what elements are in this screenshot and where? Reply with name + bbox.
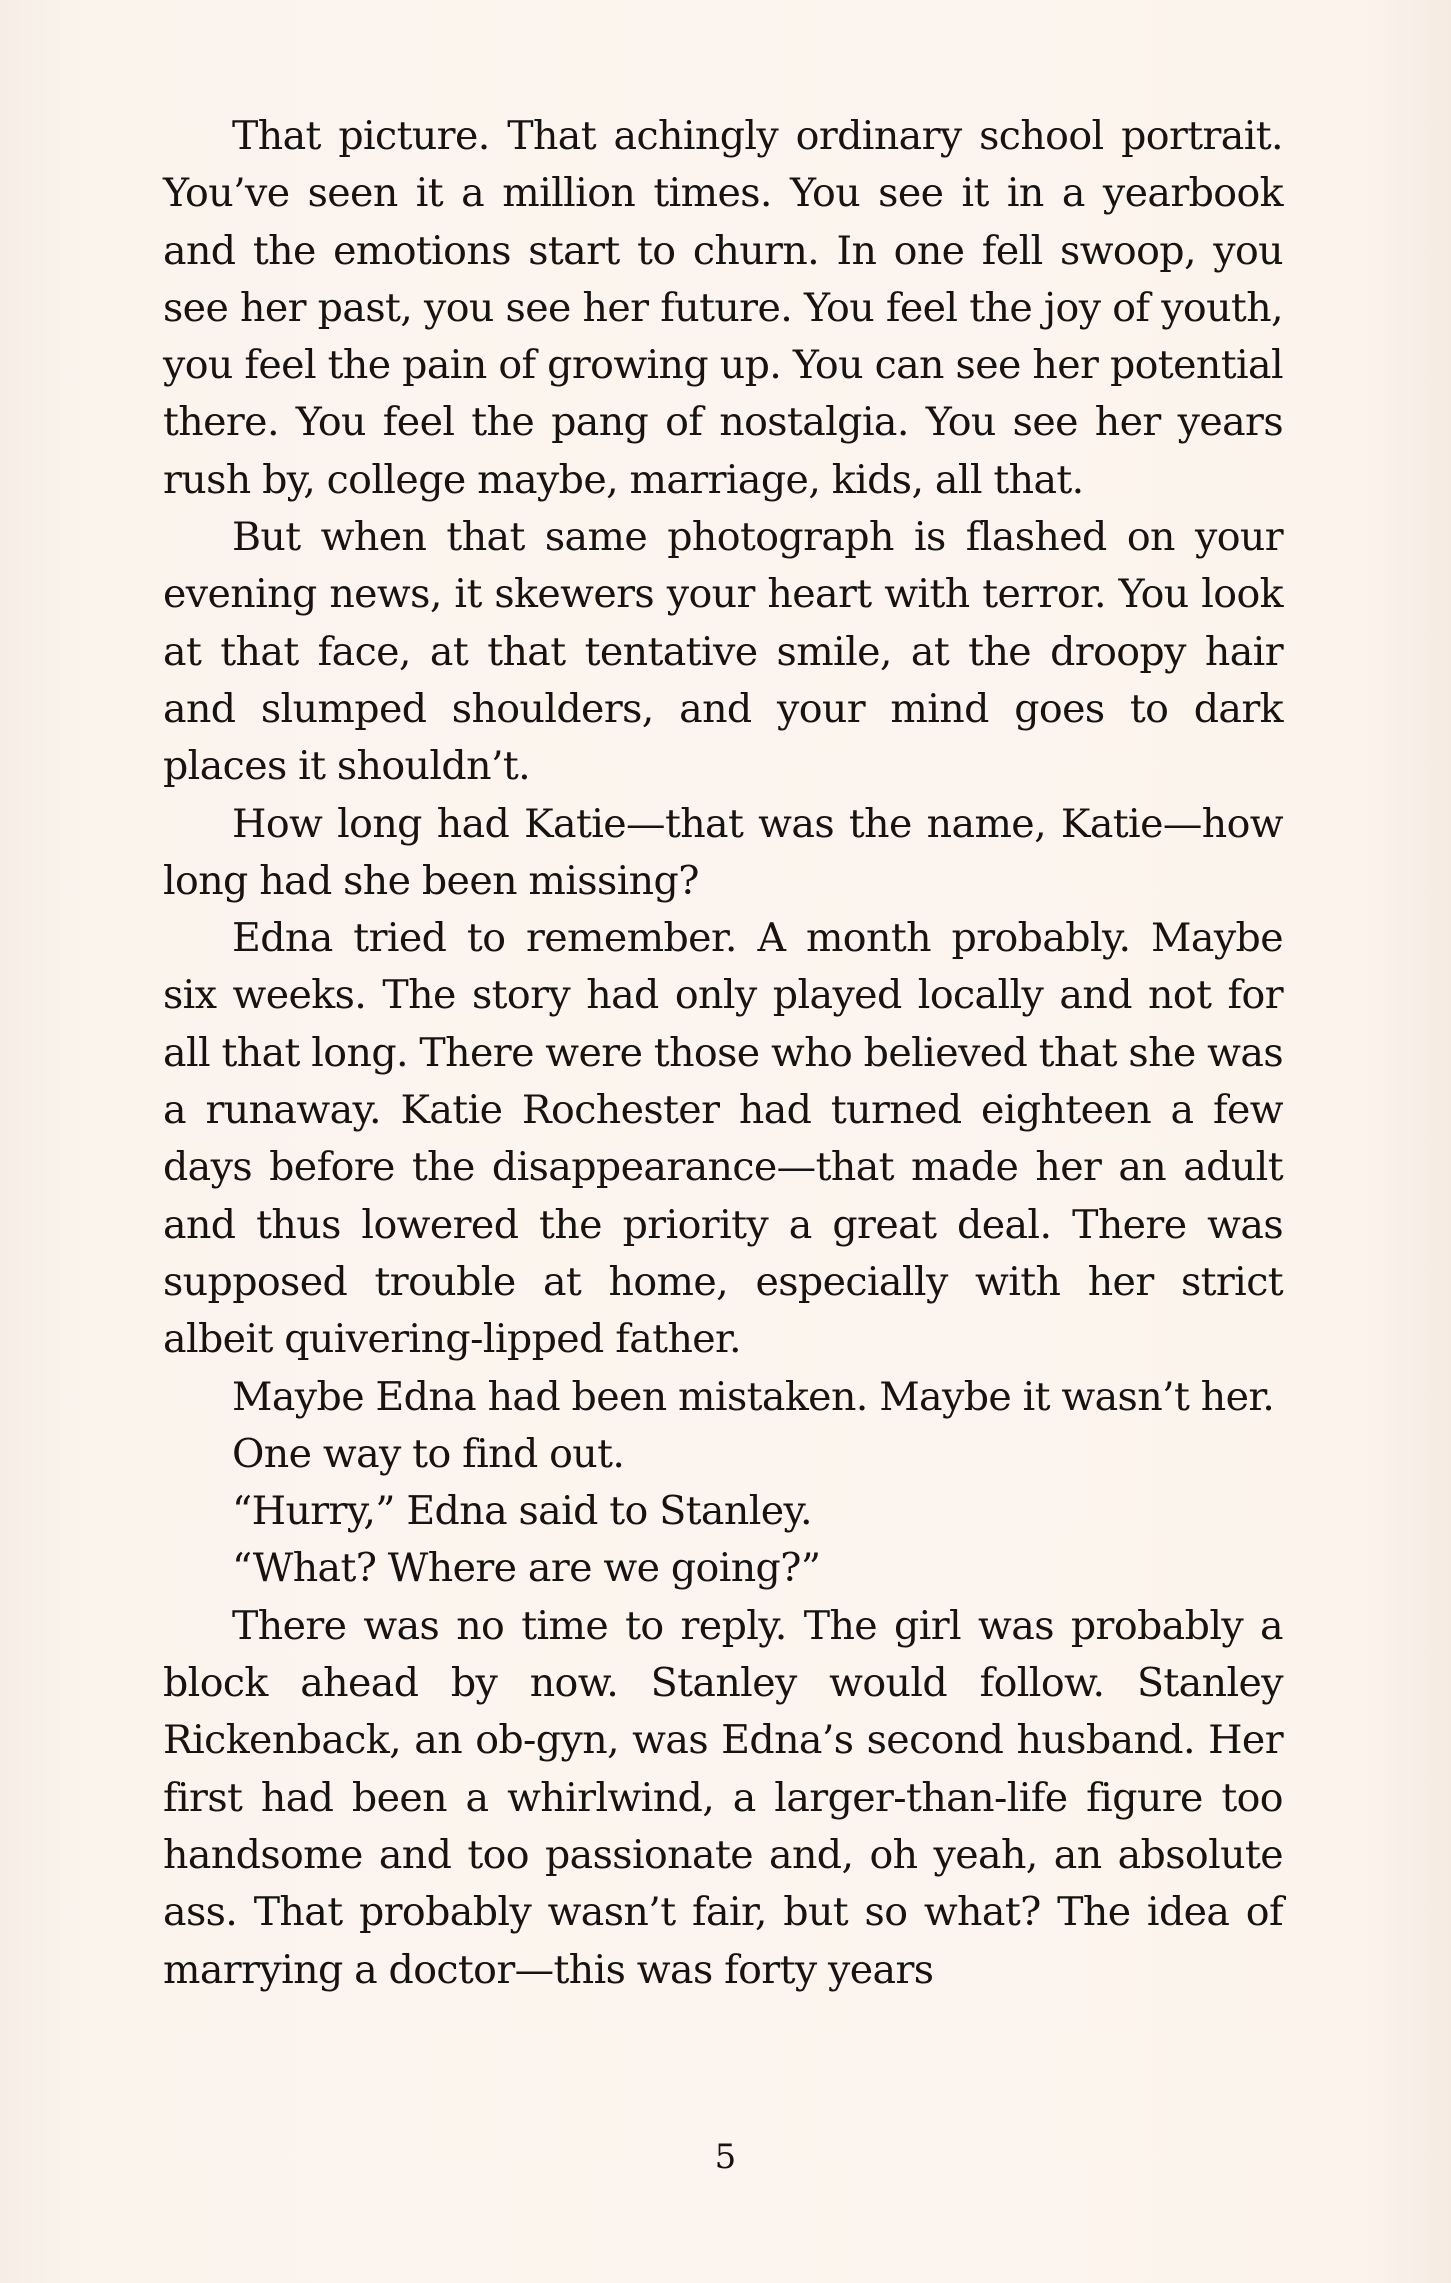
body-text	[163, 108, 1283, 1999]
paragraph-maybe-mistaken: Maybe Edna had been mistaken. Maybe it wasn’t her.	[232, 1373, 1275, 1420]
paragraph-one-way: One way to find out.	[232, 1430, 625, 1477]
page-number: 5	[714, 2137, 737, 2177]
paragraph-how-long-missing: How long had Katie—that was the name, Katie—how long had she been missing?	[163, 800, 1283, 904]
paragraph-no-time: There was no time to reply. The girl was probably a block ahead by now. Stanley would follow. Stanley Rickenback, an ob-gyn, was Edna’s second husband. Her first had been a whirlwind, a larger-than-life figure too handsome and too passionate and, oh yeah, an absolute ass. That probably wasn’t fair, but so what? The idea of marrying a doctor—this was forty years	[163, 1602, 1283, 1993]
paragraph-school-portrait: That picture. That achingly ordinary school portrait. You’ve seen it a million times. You see it in a yearbook and the emotions start to churn. In one fell swoop, you see her past, you see her future. You feel the joy of youth, you feel the pain of growing up. You can see her potential there. You feel the pang of nostalgia. You see her years rush by, college maybe, marriage, kids, all that.	[163, 113, 1283, 503]
paragraph-where-going: “What? Where are we going?”	[232, 1545, 821, 1592]
paragraph-evening-news: But when that same photograph is flashed on your evening news, it skewers your heart with terror. You look at that face, at that tentative smile, at the droopy hair and slumped shoulders, and your mind goes to dark places it shouldn’t.	[163, 514, 1283, 790]
paragraph-hurry: “Hurry,” Edna said to Stanley.	[232, 1488, 812, 1535]
paragraph-edna-remember: Edna tried to remember. A month probably. Maybe six weeks. The story had only played locally and not for all that long. There were those who believed that she was a runaway. Katie Rochester had turned eighteen a few days before the disappearance—that made her an adult and thus lowered the priority a great deal. There was supposed trouble at home, especially with her strict albeit quivering-lipped father.	[163, 915, 1283, 1363]
